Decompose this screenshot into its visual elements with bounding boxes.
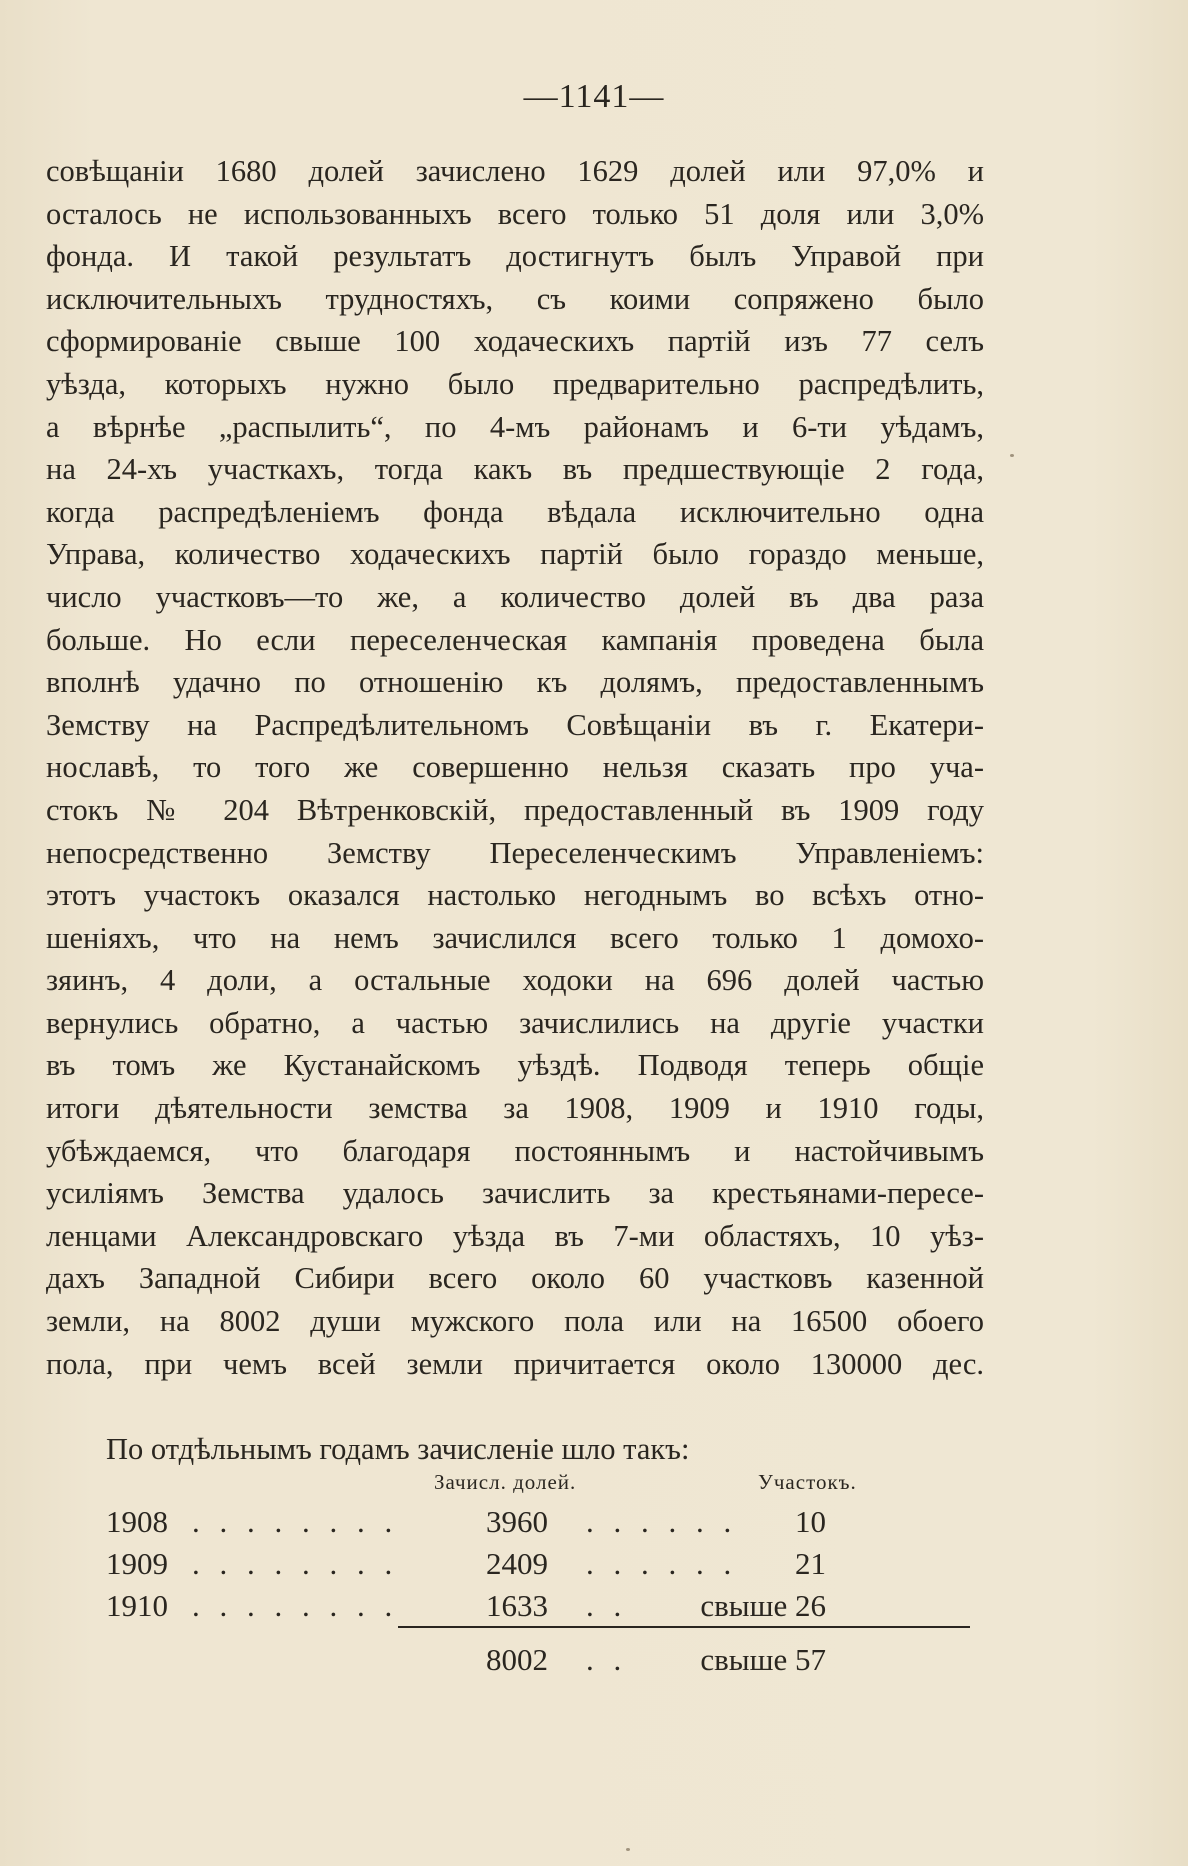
total-plots: свыше 57 (700, 1642, 826, 1677)
row-leader-dots: . . . . . . . . (192, 1546, 399, 1581)
text-line: совѣщаніи 1680 долей зачислено 1629 долей или 97,0% и (46, 154, 984, 188)
text-line: Управа, количество ходаческихъ партій было гораздо меньше, (46, 537, 984, 572)
text-line: итоги дѣятельности земства за 1908, 1909 и 1910 годы, (46, 1091, 984, 1126)
text-line: на 24-хъ участкахъ, тогда какъ въ предшествующіе 2 года, (46, 452, 984, 487)
page-number: —1141— (523, 78, 665, 115)
text-line: ленцами Александровскаго уѣзда въ 7-ми областяхъ, 10 уѣз- (46, 1218, 984, 1253)
text-line: земли, на 8002 души мужского пола или на 16500 обоего (46, 1304, 984, 1339)
text-line: зяинъ, 4 доли, а остальные ходоки на 696 долей частью (46, 963, 984, 998)
row-leader-dots: . . . . . . . . (192, 1588, 399, 1623)
text-line: вернулись обратно, а частью зачислились на другіе участки (46, 1005, 984, 1040)
paragraph (46, 150, 984, 1385)
row-leader-dots: . . . . . . (586, 1546, 738, 1581)
row-leader-dots: . . . . . . (586, 1504, 738, 1539)
total-rule (398, 1626, 970, 1628)
text-line: фонда. И такой результатъ достигнутъ былъ Управой при (46, 239, 984, 274)
row-plots: 10 (795, 1504, 826, 1539)
table-row (106, 1584, 826, 1628)
text-line: осталось не использованныхъ всего только 51 доля или 3,0% (46, 196, 984, 231)
table-intro: По отдѣльнымъ годамъ зачисленіе шло такъ: (106, 1432, 690, 1466)
row-leader-dots: . . . . . . . . (192, 1504, 399, 1539)
table-row (106, 1500, 826, 1544)
column-header-plots: Участокъ. (758, 1470, 857, 1494)
text-line: когда распредѣленіемъ фонда вѣдала исключительно одна (46, 494, 984, 529)
text-line: дахъ Западной Сибири всего около 60 участковъ казенной (46, 1261, 984, 1296)
text-line: стокъ № 204 Вѣтренковскій, предоставленный въ 1909 году (46, 792, 984, 827)
paper-speck (1010, 454, 1014, 457)
total-shares: 8002 (486, 1642, 548, 1677)
column-header-shares: Зачисл. долей. (434, 1470, 577, 1494)
text-line: пола, при чемъ всей земли причитается около 130000 дес. (46, 1346, 984, 1381)
row-shares: 1633 (486, 1588, 548, 1623)
text-line: а вѣрнѣе „распылить“, по 4-мъ районамъ и 6-ти уѣдамъ, (46, 409, 984, 444)
row-shares: 2409 (486, 1546, 548, 1581)
text-line: непосредственно Земству Переселенческимъ Управленіемъ: (46, 835, 984, 870)
text-line: этотъ участокъ оказался настолько негоднымъ во всѣхъ отно- (46, 878, 984, 913)
row-year: 1909 (106, 1546, 168, 1581)
text-line: вполнѣ удачно по отношенію къ долямъ, предоставленнымъ (46, 665, 984, 700)
text-line: усиліямъ Земства удалось зачислить за крестьянами-пересе- (46, 1176, 984, 1211)
row-year: 1908 (106, 1504, 168, 1539)
row-plots: 21 (795, 1546, 826, 1581)
text-line: уѣзда, которыхъ нужно было предварительно распредѣлить, (46, 366, 984, 401)
table-row (106, 1542, 826, 1586)
row-year: 1910 (106, 1588, 168, 1623)
text-line: въ томъ же Кустанайскомъ уѣздѣ. Подводя теперь общіе (46, 1048, 984, 1083)
row-shares: 3960 (486, 1504, 548, 1539)
row-leader-dots: . . (586, 1642, 628, 1677)
row-plots: свыше 26 (700, 1588, 826, 1623)
row-leader-dots: . . (586, 1588, 628, 1623)
text-line: исключительныхъ трудностяхъ, съ коими сопряжено было (46, 281, 984, 316)
text-line: Земству на Распредѣлительномъ Совѣщаніи въ г. Екатери- (46, 707, 984, 742)
paper-speck (626, 1848, 630, 1851)
text-line: больше. Но если переселенческая кампанія проведена была (46, 622, 984, 657)
text-line: число участковъ—то же, а количество долей въ два раза (46, 579, 984, 614)
text-line: убѣждаемся, что благодаря постояннымъ и настойчивымъ (46, 1133, 984, 1168)
text-line: нославѣ, то того же совершенно нельзя сказать про уча- (46, 750, 984, 785)
text-line: шеніяхъ, что на немъ зачислился всего только 1 домохо- (46, 920, 984, 955)
text-line: сформированіе свыше 100 ходаческихъ партій изъ 77 селъ (46, 324, 984, 359)
table-total-row (106, 1638, 826, 1682)
